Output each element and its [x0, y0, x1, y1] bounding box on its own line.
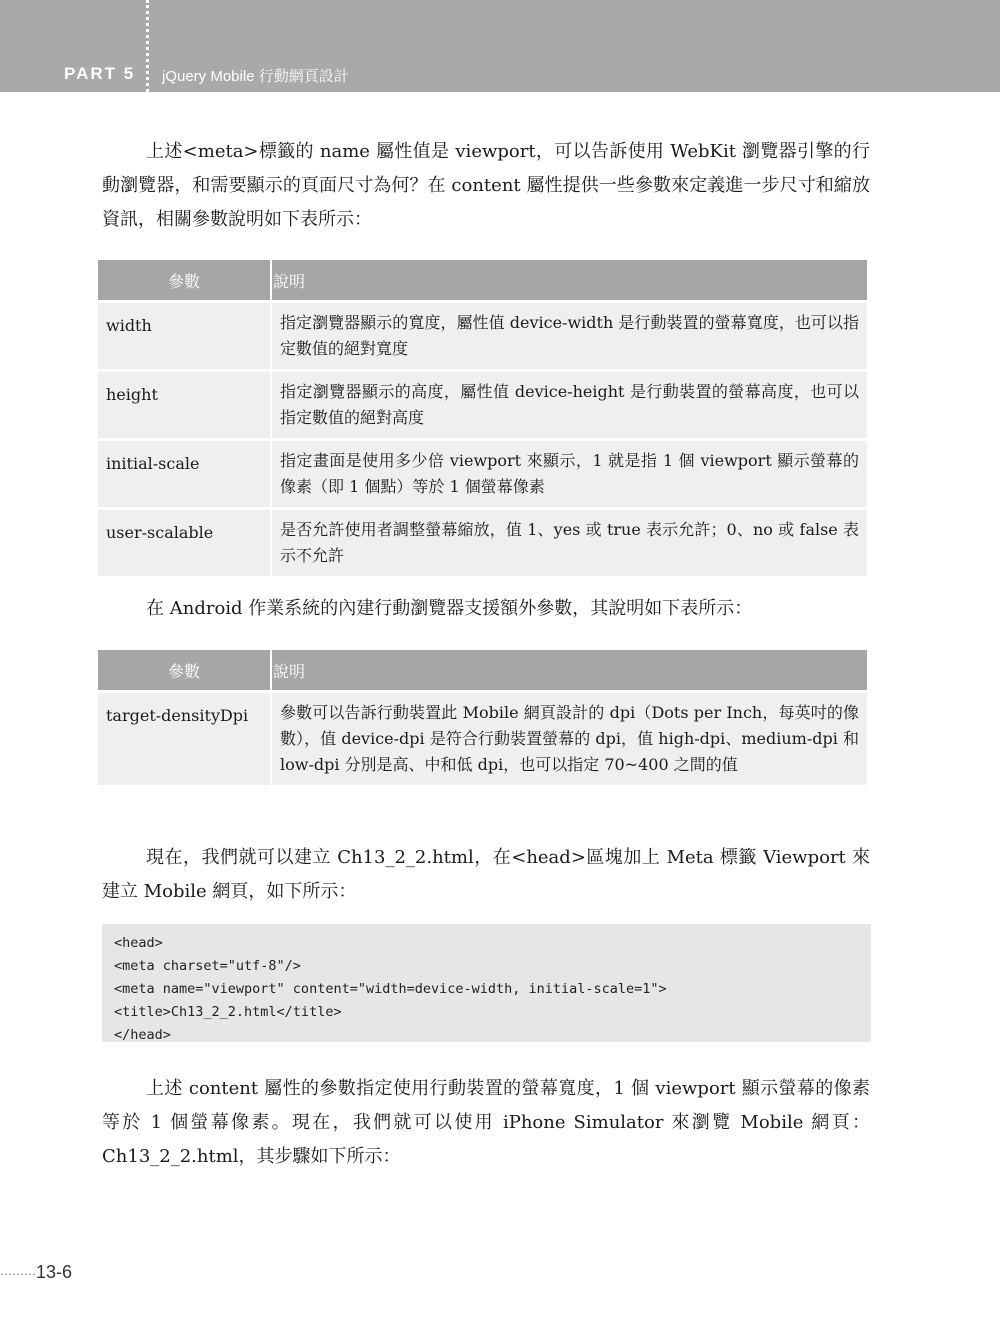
part-label: PART 5 [64, 64, 136, 83]
table-header-row [98, 260, 867, 303]
param-description: 指定畫面是使用多少倍 viewport 來顯示，1 就是指 1 個 viewport 顯示螢幕的像素（即 1 個點）等於 1 個螢幕像素 [270, 441, 867, 510]
code-line: <head> [114, 935, 163, 951]
param-description: 是否允許使用者調整螢幕縮放，值 1、yes 或 true 表示允許；0、no 或 false 表示不允許 [270, 510, 867, 576]
table-row [98, 441, 867, 510]
table-row [98, 303, 867, 372]
table-row [98, 510, 867, 576]
code-line: <title>Ch13_2_2.html</title> [114, 1004, 342, 1020]
table-row [98, 693, 867, 785]
paragraph-intro: 上述<meta>標籤的 name 屬性值是 viewport，可以告訴使用 WebKit 瀏覽器引擎的行動瀏覽器，和需要顯示的頁面尺寸為何？在 content 屬性提供一些參數來定義進一步尺寸和縮放資訊，相關參數說明如下表所示： [102, 141, 870, 230]
paragraph-summary: 上述 content 屬性的參數指定使用行動裝置的螢幕寬度，1 個 viewport 顯示螢幕的像素等於 1 個螢幕像素。現在，我們就可以使用 iPhone Simulator 來瀏覽 Mobile 網頁：Ch13_2_2.html，其步驟如下所示： [102, 1078, 870, 1167]
param-name: initial-scale [98, 441, 270, 510]
param-name: user-scalable [98, 510, 270, 576]
param-description: 參數可以告訴行動裝置此 Mobile 網頁設計的 dpi（Dots per Inch，每英吋的像數），值 device-dpi 是符合行動裝置螢幕的 dpi，值 high-dpi、medium-dpi 和 low-dpi 分別是高、中和低 dpi，也可以指定 70~400 之間的值 [270, 693, 867, 785]
code-line: </head> [114, 1027, 171, 1043]
column-header-desc: 說明 [270, 650, 867, 693]
table-header-row [98, 650, 867, 693]
code-block [102, 924, 871, 1042]
param-name: height [98, 372, 270, 441]
table-row [98, 372, 867, 441]
page-number: 13-6 [35, 1262, 72, 1282]
column-header-desc: 說明 [270, 260, 867, 303]
param-description: 指定瀏覽器顯示的寬度，屬性值 device-width 是行動裝置的螢幕寬度，也可以指定數值的絕對寬度 [270, 303, 867, 372]
chapter-title: jQuery Mobile 行動網頁設計 [162, 68, 349, 85]
paragraph-android: 在 Android 作業系統的內建行動瀏覽器支援額外參數，其說明如下表所示： [146, 598, 753, 619]
param-name: target-densityDpi [98, 693, 270, 785]
code-line: <meta name="viewport" content="width=device-width, initial-scale=1"> [114, 981, 667, 997]
param-name: width [98, 303, 270, 372]
column-header-param: 參數 [98, 260, 270, 303]
param-description: 指定瀏覽器顯示的高度，屬性值 device-height 是行動裝置的螢幕高度，也可以指定數值的絕對高度 [270, 372, 867, 441]
android-params-table [98, 650, 867, 785]
page-footer [0, 1262, 72, 1283]
column-header-param: 參數 [98, 650, 270, 693]
code-line: <meta charset="utf-8"/> [114, 958, 301, 974]
paragraph-create-file: 現在，我們就可以建立 Ch13_2_2.html，在<head>區塊加上 Meta 標籤 Viewport 來建立 Mobile 網頁，如下所示： [102, 847, 870, 902]
header-divider [146, 0, 149, 92]
page-header [0, 0, 1000, 92]
viewport-params-table [98, 260, 867, 576]
footer-dots: ········· [0, 1266, 36, 1281]
